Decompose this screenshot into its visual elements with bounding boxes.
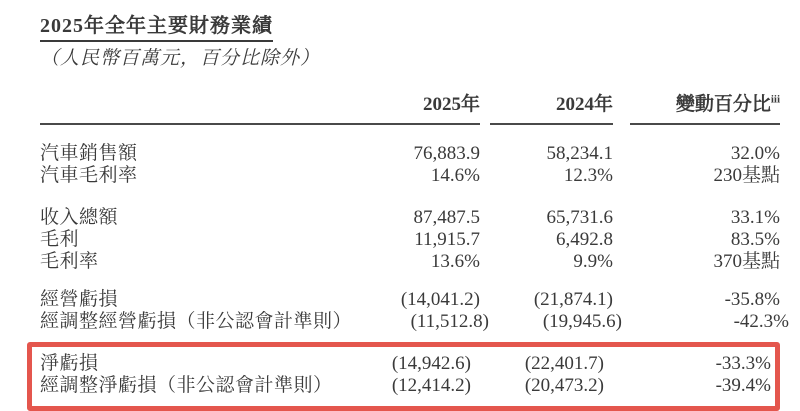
table-group-operating-loss xyxy=(40,289,790,333)
row-label: 經調整淨虧損（非公認會計準則） xyxy=(40,375,333,396)
value-2024: (21,874.1) xyxy=(533,289,613,310)
row-label: 收入總額 xyxy=(40,207,119,228)
page-subtitle: （人民幣百萬元，百分比除外） xyxy=(40,48,321,69)
value-change: -39.4% xyxy=(715,375,771,396)
value-2025: (14,041.2) xyxy=(400,289,480,310)
column-header-change-label: 變動百分比 xyxy=(675,94,771,115)
value-change: 370基點 xyxy=(713,251,780,272)
column-header-change xyxy=(630,93,780,125)
value-2025: (12,414.2) xyxy=(391,375,471,396)
column-header-2024 xyxy=(490,93,613,125)
value-change: 32.0% xyxy=(730,143,780,164)
row-label: 經營虧損 xyxy=(40,289,119,310)
table-group-net-loss xyxy=(40,353,771,397)
highlight-box xyxy=(27,342,780,411)
value-change: -33.3% xyxy=(715,353,771,374)
table-group-vehicle xyxy=(40,143,780,187)
value-2025: 11,915.7 xyxy=(414,229,480,250)
table-row xyxy=(40,143,780,165)
value-2025: 13.6% xyxy=(430,251,480,272)
row-label: 經調整經營虧損（非公認會計準則） xyxy=(40,311,353,332)
table-row xyxy=(40,375,771,397)
row-label: 汽車銷售額 xyxy=(40,143,138,164)
column-header-2024-label: 2024年 xyxy=(555,94,613,115)
value-2024: 65,731.6 xyxy=(546,207,613,228)
table-row xyxy=(40,251,780,273)
row-label: 毛利率 xyxy=(40,251,99,272)
value-2025: 14.6% xyxy=(430,165,480,186)
column-header-2025 xyxy=(343,93,480,125)
table-row xyxy=(40,165,780,187)
value-2024: 6,492.8 xyxy=(556,229,613,250)
value-2024: 9.9% xyxy=(573,251,613,272)
value-2024: 12.3% xyxy=(563,165,613,186)
table-row xyxy=(40,311,790,333)
value-change: 230基點 xyxy=(713,165,780,186)
value-2024: (22,401.7) xyxy=(524,353,604,374)
value-change: 33.1% xyxy=(730,207,780,228)
table-row xyxy=(40,353,771,375)
value-change: 83.5% xyxy=(730,229,780,250)
value-2025: 76,883.9 xyxy=(413,143,480,164)
row-label: 淨虧損 xyxy=(40,353,99,374)
footnote-marker: iii xyxy=(770,93,780,106)
column-header-2025-label: 2025年 xyxy=(422,94,480,115)
table-row xyxy=(40,289,780,311)
value-change: -35.8% xyxy=(724,289,780,310)
value-change: -42.3% xyxy=(733,311,790,332)
table-header-row xyxy=(40,93,780,125)
row-label: 毛利 xyxy=(40,229,80,250)
value-2025: 87,487.5 xyxy=(413,207,480,228)
value-2024: (19,945.6) xyxy=(542,311,623,332)
table-row xyxy=(40,207,780,229)
value-2024: (20,473.2) xyxy=(524,375,604,396)
table-group-revenue xyxy=(40,207,780,273)
table-row xyxy=(40,229,780,251)
financial-table xyxy=(40,93,790,411)
value-2024: 58,234.1 xyxy=(546,143,613,164)
page-title: 2025年全年主要財務業績 xyxy=(40,14,273,42)
value-2025: (14,942.6) xyxy=(391,353,471,374)
header-label-spacer xyxy=(40,117,343,125)
row-label: 汽車毛利率 xyxy=(40,165,138,186)
value-2025: (11,512.8) xyxy=(410,311,490,332)
